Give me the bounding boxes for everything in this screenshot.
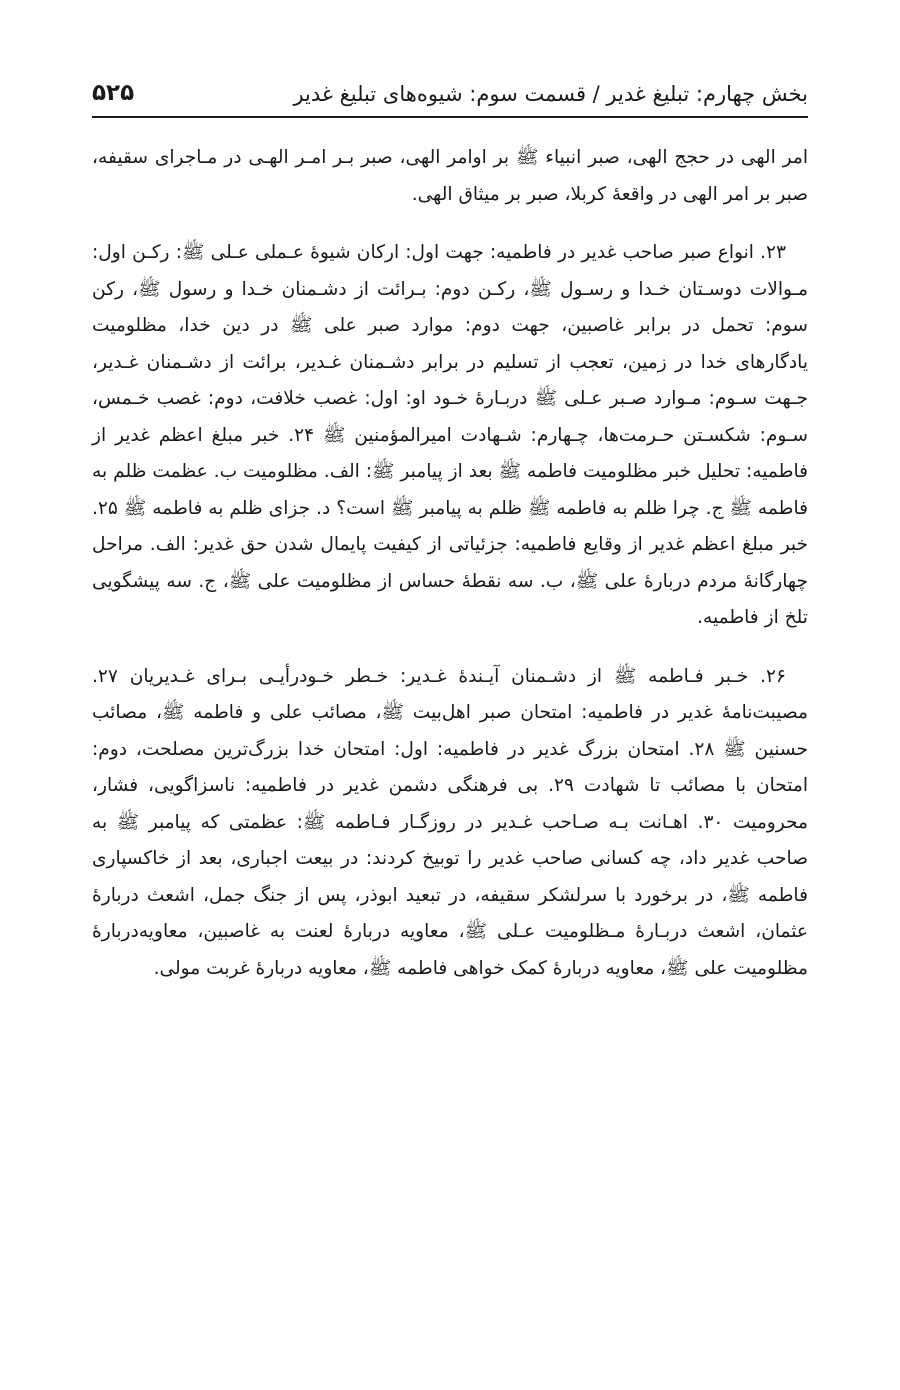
running-head-title: بخش چهارم: تبلیغ غدیر / قسمت سوم: شیوه‌های تبلیغ غدیر (293, 82, 808, 106)
paragraph-1: امر الهی در حجج الهی، صبر انبیاء ﷺ بر اوامر الهی، صبر بـر امـر الهـی در مـاجرای سقیفه، صبر بر امر الهی در واقعهٔ کربلا، صبر بر میثاق الهی. (92, 147, 808, 205)
paragraph-3: ۲۶. خـبر فـاطمه ﷺ از دشـمنان آیـندهٔ غـدیر: خـطر خـودرأیـی بـرای غـدیریان ۲۷. مصیبت‌نامهٔ غدیر در فاطمیه: امتحان صبر اهل‌بیت ﷺ، مصائب علی و فاطمه ﷺ، مصائب حسنین ﷺ ۲۸. امتحان بزرگ غدیر در فاطمیه: اول: امتحان خدا بزرگ‌ترین مصلحت، دوم: امتحان با مصائب تا شهادت ۲۹. بی فرهنگی دشمن غدیر در فاطمیه: ناسزاگویی، فشار، محرومیت ۳۰. اهـانت بـه صـاحب غـدیر در روزگـار فـاطمه ﷺ: عظمتی که پیامبر ﷺ به صاحب غدیر داد، چه کسانی صاحب غدیر را توبیخ کردند: در بیعت اجباری، بعد از خاکسپاری فاطمه ﷺ، در برخورد با سرلشکر سقیفه، در تبعید ابوذر، پس از جنگ جمل، اشعث دربارهٔ عثمان، اشعث دربـارهٔ مـظلومیت عـلی ﷺ، معاویه دربارهٔ لعنت به غاصبین، معاویه‌دربارهٔ مظلومیت علی ﷺ، معاویه دربارهٔ کمک خواهی فاطمه ﷺ، معاویه دربارهٔ غربت مولی. (92, 665, 808, 979)
paragraph-2: ۲۳. انواع صبر صاحب غدیر در فاطمیه: جهت اول: ارکان شیوهٔ عـملی عـلی ﷺ: رکـن اول: مـوالات دوسـتان خـدا و رسـول ﷺ، رکـن دوم: بـرائت از دشـمنان خـدا و رسول ﷺ، رکن سوم: تحمل در برابر غاصبین، جهت دوم: موارد صبر علی ﷺ در دین خدا، مظلومیت یادگارهای خدا در زمین، تعجب از تسلیم در برابر دشـمنان غـدیر، برائت از دشـمنان غـدیر، جـهت سـوم: مـوارد صـبر عـلی ﷺ دربـارهٔ خـود او: اول: غصب خلافت، دوم: غصب خـمس، سـوم: شکسـتن حـرمت‌ها، چـهارم: شـهادت امیرالمؤمنین ﷺ ۲۴. خبر مبلغ اعظم غدیر از فاطمیه: تحلیل خبر مظلومیت فاطمه ﷺ بعد از پیامبر ﷺ: الف. مظلومیت ب. عظمت ظلم به فاطمه ﷺ ج. چرا ظلم به فاطمه ﷺ ظلم به پیامبر ﷺ است؟ د. جزای ظلم به فاطمه ﷺ ۲۵. خبر مبلغ اعظم غدیر از وقایع فاطمیه: جزئیاتی از کیفیت پایمال شدن حق غدیر: الف. مراحل چهارگانهٔ مردم دربارهٔ علی ﷺ، ب. سه نقطهٔ حساس از مظلومیت علی ﷺ، ج. سه پیشگویی تلخ از فاطمیه. (92, 242, 808, 628)
page-number: ۵۲۵ (92, 80, 135, 106)
header-rule (92, 116, 808, 118)
body-text (92, 140, 808, 1009)
running-header (92, 66, 808, 106)
